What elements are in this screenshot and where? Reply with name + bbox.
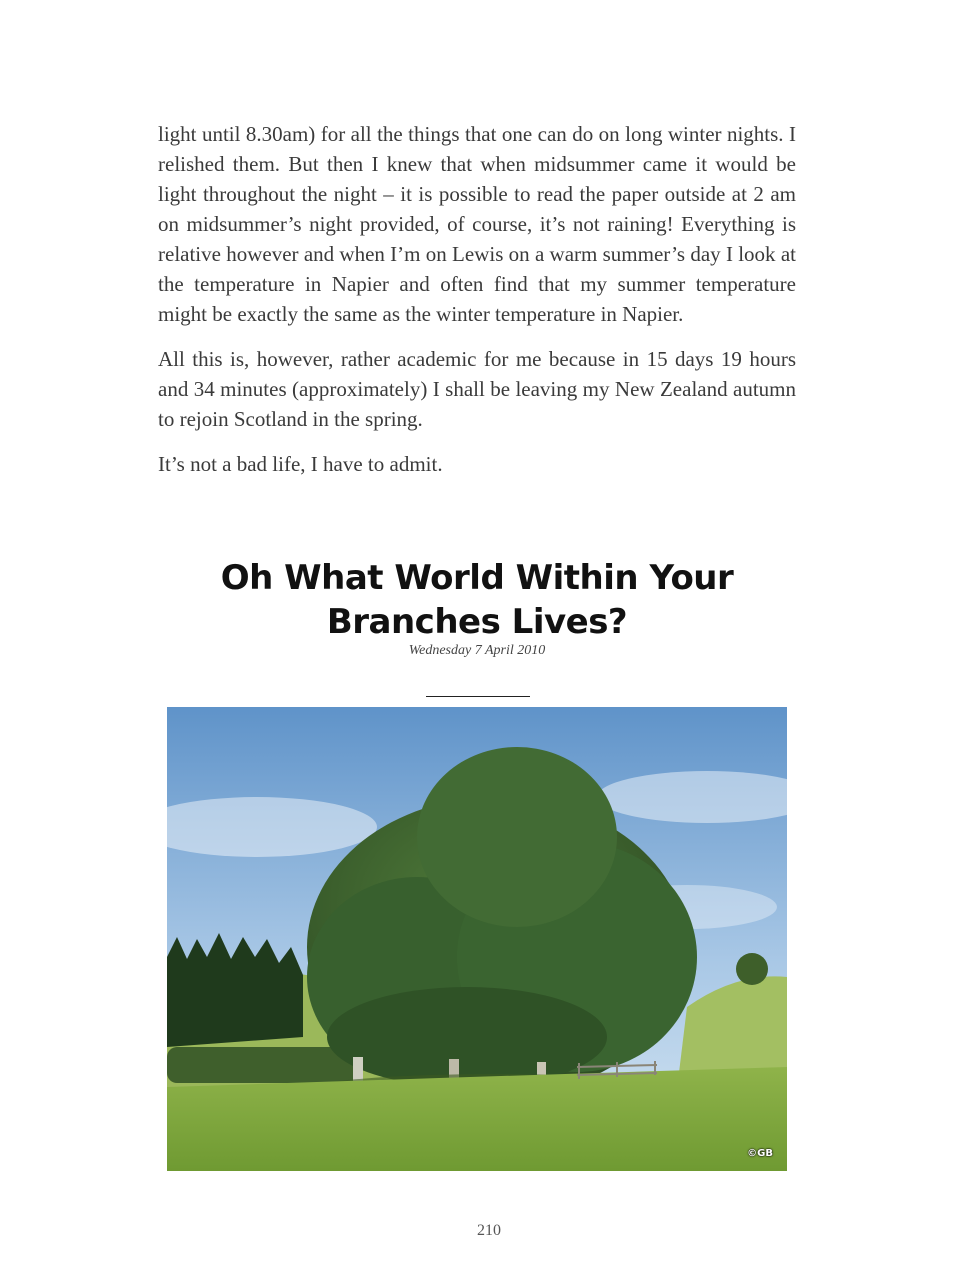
tree-photo-illustration: [167, 707, 787, 1171]
tree-photo: [167, 707, 787, 1171]
paragraph-2: All this is, however, rather academic for me because in 15 days 19 hours and 34 minutes (approximately) I shall be leaving my New Zealand autumn to rejoin Scotland in the spring.: [158, 347, 796, 431]
photo-credit: ©GB: [747, 1148, 773, 1159]
title-divider: [426, 696, 530, 697]
page-number: 210: [477, 1222, 501, 1239]
paragraph-3: It’s not a bad life, I have to admit.: [158, 452, 443, 476]
body-text: [158, 119, 796, 494]
article-title: Oh What World Within Your Branches Lives?: [220, 558, 734, 642]
article-date: Wednesday 7 April 2010: [408, 643, 546, 658]
paragraph-1: light until 8.30am) for all the things that one can do on long winter nights. I relished them. But then I knew that when midsummer came it would be light throughout the night – it is possible to read the paper outside at 2 am on midsummer’s night provided, of course, it’s not raining! Everything is relative however and when I’m on Lewis on a warm summer’s day I look at the temperature in Napier and often find that my summer temperature might be exactly the same as the winter temperature in Napier.: [158, 122, 796, 326]
